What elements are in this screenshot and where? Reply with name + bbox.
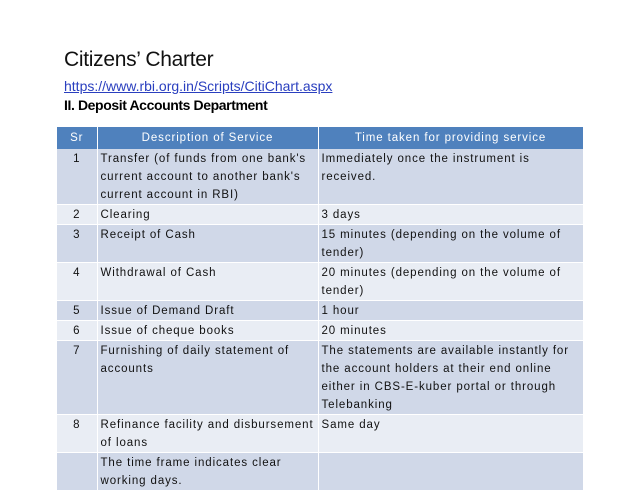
cell-time: Immediately once the instrument is received. (318, 149, 583, 205)
service-table (57, 127, 584, 491)
cell-sr: 2 (57, 205, 97, 225)
table-row (57, 341, 583, 415)
slide-header (64, 47, 332, 115)
cell-description: Issue of cheque books (97, 321, 318, 341)
cell-time: 20 minutes (depending on the volume of tender) (318, 263, 583, 301)
table-row (57, 225, 583, 263)
table-header-row (57, 127, 583, 149)
table-row (57, 301, 583, 321)
cell-description: Issue of Demand Draft (97, 301, 318, 321)
cell-sr: 5 (57, 301, 97, 321)
cell-time: Same day (318, 415, 583, 453)
cell-time (318, 453, 583, 491)
cell-description: Refinance facility and disbursement of loans (97, 415, 318, 453)
table-row (57, 149, 583, 205)
cell-time: 3 days (318, 205, 583, 225)
table-row (57, 321, 583, 341)
service-table-container (57, 127, 583, 487)
cell-sr: 8 (57, 415, 97, 453)
cell-sr (57, 453, 97, 491)
cell-sr: 4 (57, 263, 97, 301)
cell-description: Transfer (of funds from one bank's current account to another bank's current account in RBI) (97, 149, 318, 205)
table-row (57, 205, 583, 225)
cell-description: Withdrawal of Cash (97, 263, 318, 301)
table-row (57, 415, 583, 453)
charter-link[interactable]: https://www.rbi.org.in/Scripts/CitiChart.aspx (64, 78, 333, 94)
section-subtitle: II. Deposit Accounts Department (64, 97, 268, 113)
column-header-time: Time taken for providing service (318, 127, 583, 149)
cell-time: 20 minutes (318, 321, 583, 341)
cell-description: Receipt of Cash (97, 225, 318, 263)
column-header-description: Description of Service (97, 127, 318, 149)
cell-time: 15 minutes (depending on the volume of tender) (318, 225, 583, 263)
table-row (57, 263, 583, 301)
cell-sr: 7 (57, 341, 97, 415)
cell-sr: 6 (57, 321, 97, 341)
cell-description: Clearing (97, 205, 318, 225)
cell-description: The time frame indicates clear working days. (97, 453, 318, 491)
cell-sr: 3 (57, 225, 97, 263)
cell-time: The statements are available instantly for the account holders at their end online either in CBS-E-kuber portal or through Telebanking (318, 341, 583, 415)
column-header-sr: Sr (57, 127, 97, 149)
page-title: Citizens’ Charter (64, 48, 214, 71)
cell-sr: 1 (57, 149, 97, 205)
table-row (57, 453, 583, 491)
cell-time: 1 hour (318, 301, 583, 321)
cell-description: Furnishing of daily statement of accounts (97, 341, 318, 415)
